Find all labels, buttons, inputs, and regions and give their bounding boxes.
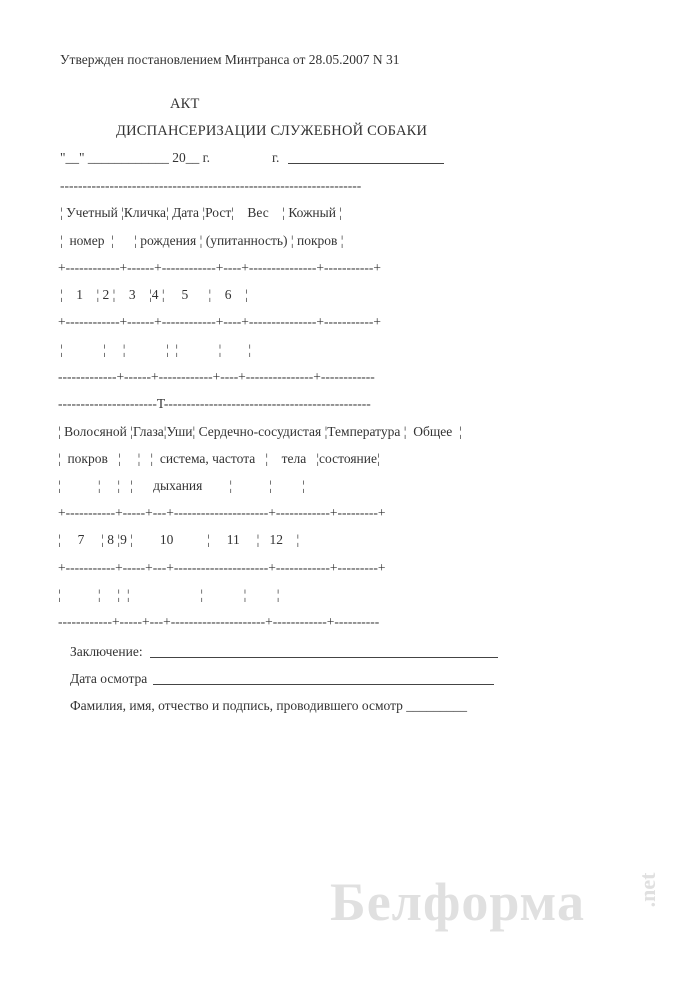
table1-bottom-border: -------------+------+------------+----+---------------+------------ xyxy=(58,369,375,384)
table1-header-row-1: ¦ Учетный ¦Кличка¦ Дата ¦Рост¦ Вес ¦ Кожный ¦ xyxy=(60,205,343,220)
conclusion-blank-line xyxy=(150,657,498,658)
act-label: АКТ xyxy=(170,96,200,112)
table2-separator-1: +-----------+-----+---+---------------------+------------+---------+ xyxy=(58,505,386,520)
table2-bottom-border: ------------+-----+---+---------------------+------------+---------- xyxy=(58,614,380,629)
city-label: г. xyxy=(272,150,280,165)
table2-header-row-3: ¦ ¦ ¦ ¦ дыхания ¦ ¦ ¦ xyxy=(58,478,305,493)
table1-top-border: ------------------------------------------------------------------- xyxy=(60,178,362,193)
table1-numbers-row: ¦ 1 ¦ 2 ¦ 3 ¦4 ¦ 5 ¦ 6 ¦ xyxy=(60,287,248,302)
exam-date-blank-line xyxy=(153,684,494,685)
table2-header-row-2: ¦ покров ¦ ¦ ¦ система, частота ¦ тела ¦состояние¦ xyxy=(58,451,380,466)
table1-empty-row: ¦ ¦ ¦ ¦ ¦ ¦ ¦ xyxy=(60,342,252,357)
examiner-signature-label: Фамилия, имя, отчество и подпись, проводившего осмотр _________ xyxy=(70,698,468,713)
table2-header-row-1: ¦ Волосяной ¦Глаза¦Уши¦ Сердечно-сосудистая ¦Температура ¦ Общее ¦ xyxy=(58,424,462,439)
date-line: "__" ____________ 20__ г. xyxy=(60,150,211,165)
watermark-suffix: .net xyxy=(635,872,660,908)
table2-top-border: ----------------------T---------------------------------------------- xyxy=(58,396,371,411)
table1-header-row-2: ¦ номер ¦ ¦ рождения ¦ (упитанность) ¦ покров ¦ xyxy=(60,233,344,248)
city-blank-line xyxy=(288,163,444,164)
table1-separator-2: +------------+------+------------+----+---------------+-----------+ xyxy=(58,314,382,329)
table2-separator-2: +-----------+-----+---+---------------------+------------+---------+ xyxy=(58,560,386,575)
conclusion-label: Заключение: xyxy=(70,644,143,659)
act-title: ДИСПАНСЕРИЗАЦИИ СЛУЖЕБНОЙ СОБАКИ xyxy=(116,123,428,139)
watermark-brand: Белформа xyxy=(330,872,585,932)
approval-note: Утвержден постановлением Минтранса от 28.05.2007 N 31 xyxy=(60,52,400,67)
exam-date-label: Дата осмотра xyxy=(70,671,148,686)
table1-separator-1: +------------+------+------------+----+---------------+-----------+ xyxy=(58,260,382,275)
table2-empty-row: ¦ ¦ ¦ ¦ ¦ ¦ ¦ xyxy=(58,587,280,602)
table2-numbers-row: ¦ 7 ¦ 8 ¦9 ¦ 10 ¦ 11 ¦ 12 ¦ xyxy=(58,532,300,547)
